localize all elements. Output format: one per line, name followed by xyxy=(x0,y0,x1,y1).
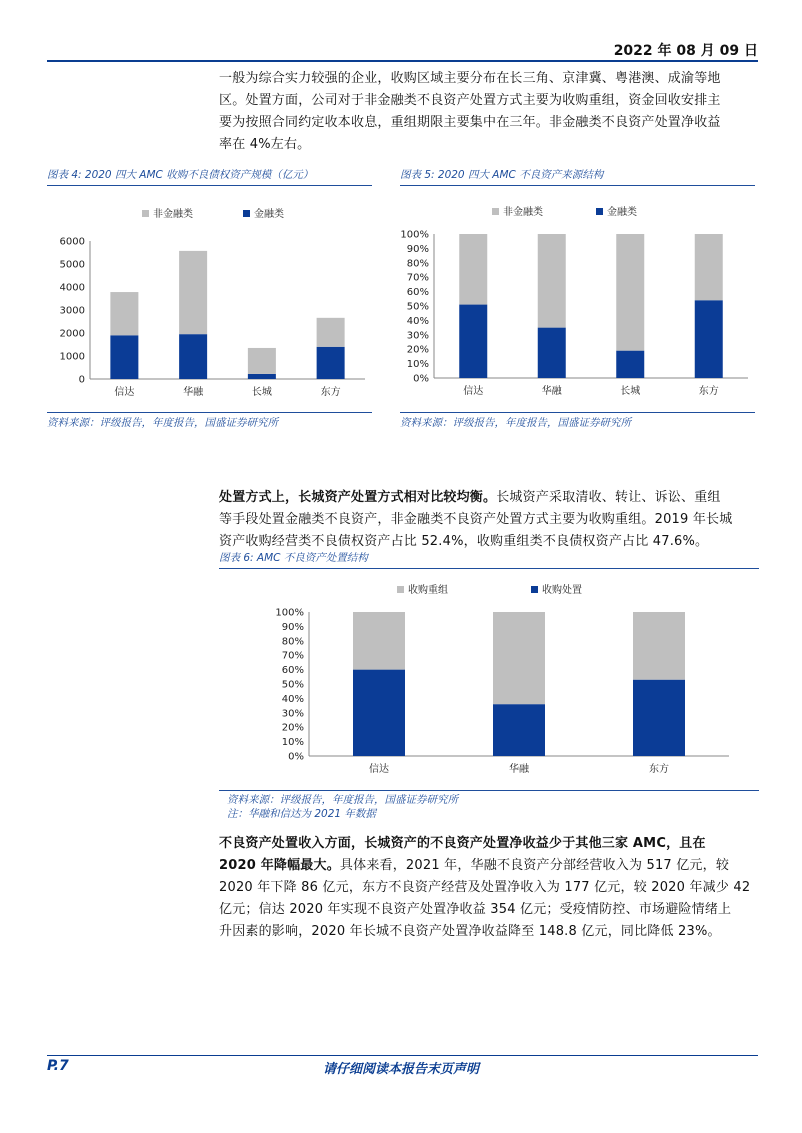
y-tick-label: 80% xyxy=(281,636,304,648)
x-tick-label: 东方 xyxy=(320,387,341,398)
intro-line: 率在 4%左右。 xyxy=(219,137,311,152)
bar-金融类 xyxy=(616,351,644,378)
x-tick-label: 东方 xyxy=(649,764,669,775)
section3-paragraph xyxy=(219,833,759,943)
legend-label: 金融类 xyxy=(254,209,284,220)
figure4-chart xyxy=(47,190,372,410)
bar-金融类 xyxy=(248,374,276,379)
legend-label: 金融类 xyxy=(607,207,637,218)
report-date: 2022 年 08 月 09 日 xyxy=(613,43,758,59)
figure5-top-rule xyxy=(400,185,755,186)
bar-非金融类 xyxy=(616,234,644,351)
figure6-title: 图表 6: AMC 不良资产处置结构 xyxy=(219,552,368,564)
y-tick-label: 60% xyxy=(406,287,429,299)
x-tick-label: 信达 xyxy=(114,387,135,398)
x-tick-label: 长城 xyxy=(620,386,641,397)
footer-disclaimer: 请仔细阅读本报告末页声明 xyxy=(322,1062,479,1077)
bar-金融类 xyxy=(110,335,138,379)
x-tick-label: 信达 xyxy=(369,764,389,775)
bar-非金融类 xyxy=(459,234,487,305)
figure4-title: 图表 4: 2020 四大 AMC 收购不良债权资产规模（亿元） xyxy=(47,169,314,181)
legend-label: 收购处置 xyxy=(542,585,582,596)
section3-line xyxy=(219,855,759,877)
y-tick-label: 60% xyxy=(281,665,304,677)
bar-金融类 xyxy=(459,305,487,378)
x-tick-label: 信达 xyxy=(463,386,484,397)
legend-label: 非金融类 xyxy=(503,207,543,218)
y-tick-label: 5000 xyxy=(59,259,85,271)
legend-swatch xyxy=(492,208,499,215)
bar-金融类 xyxy=(695,300,723,378)
bar-金融类 xyxy=(179,334,207,379)
y-tick-label: 100% xyxy=(275,607,304,619)
bar-非金融类 xyxy=(695,234,723,300)
bar-收购重组 xyxy=(353,612,405,670)
figure5-bottom-rule xyxy=(400,412,755,413)
section3-line xyxy=(219,833,759,855)
y-tick-label: 6000 xyxy=(59,236,85,248)
header-divider xyxy=(47,60,758,62)
figure4-source: 资料来源：评级报告，年度报告，国盛证券研究所 xyxy=(47,417,278,429)
figure6-note: 注：华融和信达为 2021 年数据 xyxy=(227,808,376,820)
y-tick-label: 2000 xyxy=(59,328,85,340)
section2-bold: 处置方式上，长城资产处置方式相对比较均衡。 xyxy=(219,490,497,505)
footer-divider xyxy=(47,1055,758,1056)
y-tick-label: 90% xyxy=(406,243,429,255)
legend-swatch xyxy=(531,586,538,593)
bar-非金融类 xyxy=(538,234,566,328)
y-tick-label: 1000 xyxy=(59,351,85,363)
legend-swatch xyxy=(142,210,149,217)
y-tick-label: 30% xyxy=(406,330,429,342)
y-tick-label: 50% xyxy=(406,301,429,313)
section2-line-first xyxy=(219,487,759,509)
legend-label: 非金融类 xyxy=(153,209,193,220)
y-tick-label: 0 xyxy=(78,374,85,386)
y-tick-label: 30% xyxy=(281,708,304,720)
y-tick-label: 70% xyxy=(406,272,429,284)
y-tick-label: 50% xyxy=(281,679,304,691)
y-tick-label: 40% xyxy=(406,315,429,327)
legend-swatch xyxy=(397,586,404,593)
y-tick-label: 70% xyxy=(281,650,304,662)
legend-swatch xyxy=(596,208,603,215)
legend-swatch xyxy=(243,210,250,217)
y-tick-label: 10% xyxy=(406,359,429,371)
y-tick-label: 10% xyxy=(281,737,304,749)
x-tick-label: 东方 xyxy=(698,386,719,397)
bar-非金融类 xyxy=(248,348,276,374)
x-tick-label: 长城 xyxy=(251,387,272,398)
x-tick-label: 华融 xyxy=(541,386,562,397)
section3-line: 升因素的影响，2020 年长城不良资产处置净收益降至 148.8 亿元，同比降低 23%。 xyxy=(219,924,721,939)
intro-line: 区。处置方面，公司对于非金融类不良资产处置方式主要为收购重组，资金回收安排主 xyxy=(219,93,721,108)
figure6-source-block xyxy=(227,793,458,821)
bar-收购处置 xyxy=(633,680,685,756)
y-tick-label: 0% xyxy=(413,373,429,385)
legend-label: 收购重组 xyxy=(408,585,448,596)
page-number: P.7 xyxy=(47,1058,69,1074)
section2-paragraph xyxy=(219,487,759,553)
section3-line: 亿元；信达 2020 年实现不良资产处置净收益 354 亿元；受疫情防控、市场避险情绪上 xyxy=(219,902,732,917)
section3-bold: 2020 年降幅最大。 xyxy=(219,858,340,873)
x-tick-label: 华融 xyxy=(183,387,204,398)
section2-line: 长城资产采取清收、转让、诉讼、重组 xyxy=(496,490,721,505)
bar-非金融类 xyxy=(179,251,207,334)
bar-非金融类 xyxy=(110,292,138,335)
bar-收购重组 xyxy=(633,612,685,680)
section3-bold: 不良资产处置收入方面，长城资产的不良资产处置净收益少于其他三家 AMC，且在 xyxy=(219,836,706,851)
figure6-bottom-rule xyxy=(219,790,759,791)
y-tick-label: 80% xyxy=(406,258,429,270)
y-tick-label: 100% xyxy=(400,229,429,241)
figure5-chart xyxy=(400,190,755,410)
figure5-source: 资料来源：评级报告，年度报告，国盛证券研究所 xyxy=(400,417,631,429)
bar-金融类 xyxy=(538,328,566,378)
figure5-title: 图表 5: 2020 四大 AMC 不良资产来源结构 xyxy=(400,169,604,181)
section3-text: 具体来看，2021 年，华融不良资产分部经营收入为 517 亿元，较 xyxy=(339,858,730,873)
intro-line: 一般为综合实力较强的企业，收购区域主要分布在长三角、京津冀、粤港澳、成渝等地 xyxy=(219,71,721,86)
bar-收购重组 xyxy=(493,612,545,704)
section3-line: 2020 年下降 86 亿元，东方不良资产经营及处置净收入为 177 亿元，较 2020 年减少 42 xyxy=(219,880,751,895)
y-tick-label: 20% xyxy=(281,722,304,734)
figure6-top-rule xyxy=(219,568,759,569)
figure6-source: 资料来源：评级报告，年度报告，国盛证券研究所 xyxy=(227,794,458,806)
bar-金融类 xyxy=(317,347,345,379)
intro-line: 要为按照合同约定收本收息，重组期限主要集中在三年。非金融类不良资产处置净收益 xyxy=(219,115,721,130)
bar-收购处置 xyxy=(353,670,405,756)
y-tick-label: 0% xyxy=(288,751,304,763)
figure4-top-rule xyxy=(47,185,372,186)
section2-line: 等手段处置金融类不良资产，非金融类不良资产处置方式主要为收购重组。2019 年长城 xyxy=(219,512,733,527)
y-tick-label: 90% xyxy=(281,621,304,633)
bar-收购处置 xyxy=(493,704,545,756)
figure6-chart xyxy=(219,572,759,787)
y-tick-label: 4000 xyxy=(59,282,85,294)
section2-line: 资产收购经营类不良债权资产占比 52.4%，收购重组类不良债权资产占比 47.6%。 xyxy=(219,534,709,549)
figure4-bottom-rule xyxy=(47,412,372,413)
intro-paragraph xyxy=(219,68,759,156)
x-tick-label: 华融 xyxy=(509,764,529,775)
y-tick-label: 40% xyxy=(281,693,304,705)
y-tick-label: 3000 xyxy=(59,305,85,317)
y-tick-label: 20% xyxy=(406,344,429,356)
bar-非金融类 xyxy=(317,318,345,347)
